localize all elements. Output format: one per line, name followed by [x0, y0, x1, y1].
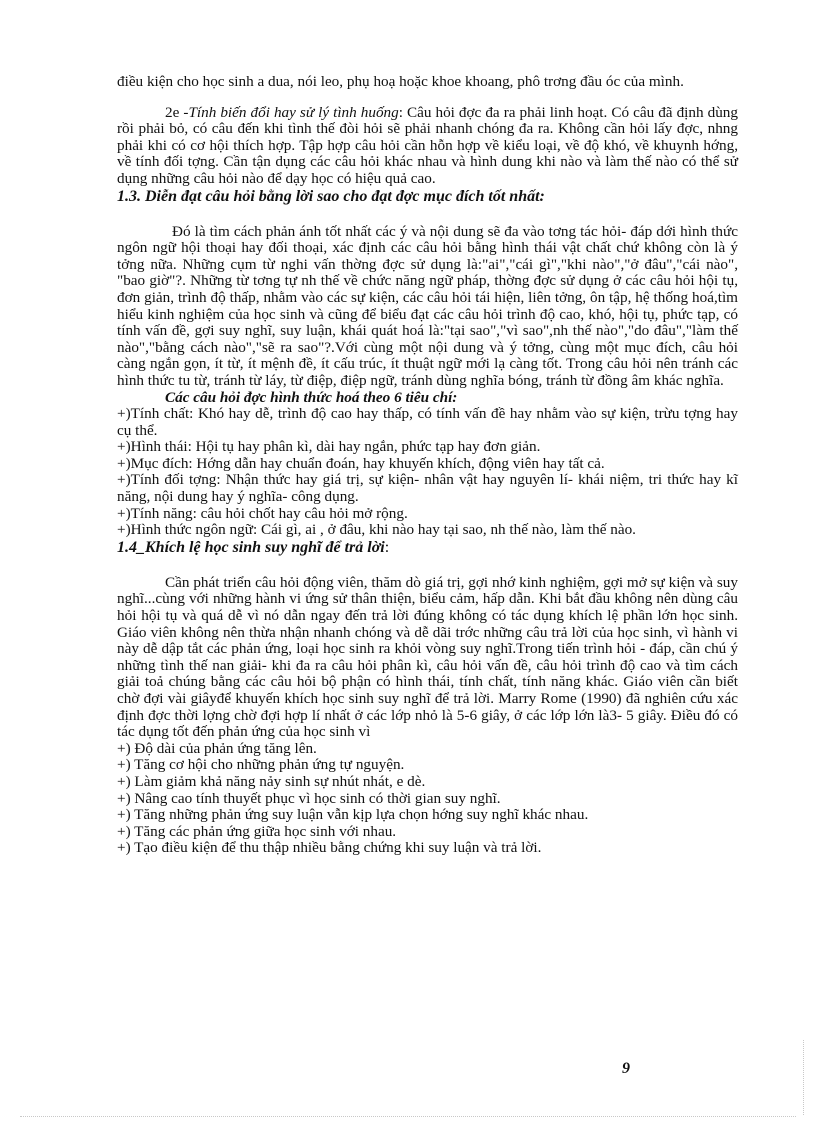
- item-text: : Câu hỏi đợc đa ra phải linh hoạt. Có câu đã định dùng rồi phải bỏ, có câu đến khi tình thế đòi hỏi sẽ phải nhanh chóng đa ra. Không cần hỏi lấy đợc, nhng phải khi có cơ hội thích hợp. Tập hợp câu hỏi cần hỗn hợp về kiểu loại, về độ khó, về khuynh hớng, về tính đối tợng. Cần tận dụng các câu hỏi khác nhau và hình dung khi nào và làm thế nào có thể sử dụng những câu hỏi nào để dạy học có hiệu quả cao.: [117, 103, 738, 187]
- effect-item: +) Tăng cơ hội cho những phản ứng tự nguyện.: [117, 756, 405, 774]
- page-border-dotted: [20, 1116, 796, 1117]
- heading-text: 1.4_Khích lệ học sinh suy nghĩ để trả lời: [117, 538, 385, 556]
- criteria-item: +)Hình thái: Hội tụ hay phân kì, dài hay ngắn, phức tạp hay đơn giản.: [117, 438, 541, 456]
- criteria-item: +)Tính đối tợng: Nhận thức hay giá trị, sự kiện- nhân vật hay nguyên lí- khái niệm, tri thức hay kĩ năng, nội dung hay ý nghĩa- công dụng.: [117, 471, 738, 506]
- criteria-item: +)Mục đích: Hớng dẫn hay chuẩn đoán, hay khuyến khích, động viên hay tất cả.: [117, 454, 605, 472]
- section-heading-1-4: [117, 539, 738, 557]
- page-number: 9: [622, 1060, 630, 1077]
- document-page: [117, 74, 738, 857]
- effect-item: +) Tạo điều kiện để thu thập nhiều bằng chứng khi suy luận và trả lời.: [117, 839, 542, 857]
- effect-item: +) Làm giảm khả năng nảy sinh sự nhút nhát, e dè.: [117, 772, 426, 790]
- page-border-dotted-vertical: [803, 1040, 804, 1115]
- section-heading-1-3: 1.3. Diễn đạt câu hỏi bằng lời sao cho đạt đợc mục đích tốt nhất:: [117, 187, 545, 205]
- item-title: Tính biến đổi hay sử lý tình huống: [188, 103, 399, 121]
- criteria-item: +)Hình thức ngôn ngữ: Cái gì, ai , ở đâu, khi nào hay tại sao, nh thế nào, làm thế nào.: [117, 521, 636, 539]
- paragraph-1-4: Cần phát triển câu hỏi động viên, thăm dò giá trị, gợi nhớ kinh nghiệm, gợi mở sự kiện và suy nghĩ...cùng với những hành vi ứng sử thân thiện, biểu cảm, hấp dẫn. Khi bắt đầu không nên dùng câu hỏi hội tụ và quá dễ vì nó dẫn ngay đến trả lời đúng không có tác dụng khích lệ phần lớn học sinh. Giáo viên không nên thừa nhận nhanh chóng và dễ dãi trớc những câu trả lời của học sinh, vì hành vi này dễ dập tắt các phản ứng, loại học sinh ra khỏi vòng suy nghĩ.Trong tiến trình hỏi - đáp, cần chú ý những tình thế nan giải- khi đa ra câu hỏi phân kì, câu hỏi vấn đề, câu hỏi trình độ cao và tìm cách giải toả chúng bằng các câu hỏi bộ phận có hình thái, tính chất, tính năng khác. Giáo viên cần biết chờ đợi vài giâyđể khuyến khích học sinh suy nghĩ để trả lời. Marry Rome (1990) đã nghiên cứu xác định đợc thời lợng chờ đợi hợp lí nhất ở các lớp nhỏ là 5-6 giây, ở các lớp lớn là3- 5 giây. Điều đó có tác dụng tốt đến phản ứng của học sinh vì: [117, 573, 738, 741]
- criteria-item: +)Tính năng: câu hỏi chốt hay câu hỏi mở rộng.: [117, 504, 408, 522]
- paragraph-2e: [117, 105, 738, 188]
- effect-item: +) Tăng những phản ứng suy luận vẫn kịp lựa chọn hớng suy nghĩ khác nhau.: [117, 806, 589, 824]
- item-number: 2e -: [165, 103, 189, 121]
- effect-item: +) Tăng các phản ứng giữa học sinh với nhau.: [117, 822, 397, 840]
- criteria-subheading: Các câu hỏi đợc hình thức hoá theo 6 tiêu chí:: [165, 388, 458, 406]
- heading-colon: :: [384, 538, 390, 556]
- effect-item: +) Nâng cao tính thuyết phục vì học sinh có thời gian suy nghĩ.: [117, 789, 501, 807]
- paragraph-1-3: Đó là tìm cách phản ánh tốt nhất các ý và nội dung sẽ đa vào tơng tác hỏi- đáp dới hình thức ngôn ngữ hội thoại hay đối thoại, xác định các câu hỏi bằng hình thái vật chất chứ không còn là ý tởng nữa. Những cụm từ nghi vấn thờng đợc sử dụng là:"ai","cái gì","khi nào","ở đâu","cái nào", "bao giờ"?. Những từ tơng tự nh thế về chức năng ngữ pháp, thờng đợc sử dụng ở các câu hỏi hội tụ, đơn giản, trình độ thấp, nhằm vào các sự kiện, các câu hỏi tái hiện, liên tởng, ôn tập, hệ thống hoá,tìm hiểu kinh nghiệm của học sinh và cũng để biểu đạt các câu hỏi trình độ cao, khó, hội tụ, phức tạp, có tính vấn đề, gợi suy nghĩ, suy luận, khái quát hoá là:"tại sao","vì sao",nh thế nào","do đâu","làm thế nào","bằng cách nào","sẽ ra sao"?.Với cùng một nội dung và ý tởng, cùng một mục đích, câu hỏi càng ngắn gọn, ít từ, ít mệnh đề, ít cấu trúc, ít thuật ngữ mới lạ càng tốt. Trong câu hỏi nên tránh các hình thức tu từ, tránh từ láy, từ điệp, điệp ngữ, tránh dùng nghĩa bóng, tránh từ đồng âm khác nghĩa.: [117, 222, 738, 389]
- effect-item: +) Độ dài của phản ứng tăng lên.: [117, 739, 317, 757]
- intro-paragraph: điều kiện cho học sinh a dua, nói leo, phụ hoạ hoặc khoe khoang, phô trơng đầu óc của mình.: [117, 73, 684, 90]
- criteria-item: +)Tính chất: Khó hay dễ, trình độ cao hay thấp, có tính vấn đề hay nhằm vào sự kiện, trừu tợng hay cụ thể.: [117, 405, 738, 439]
